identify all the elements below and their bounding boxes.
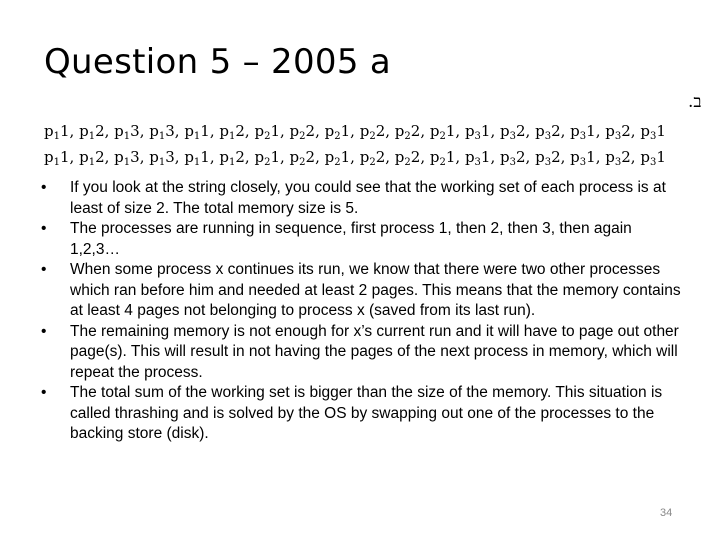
- page-reference: $p_21$: [254, 148, 280, 168]
- slide-title: Question 5 – 2005 a: [44, 42, 391, 82]
- bullet-text: If you look at the string closely, you could see that the working set of each process is at least of size 2. The total memory size is 5.: [70, 179, 666, 217]
- reference-strings: [44, 121, 666, 173]
- page-reference: $p_22$: [359, 122, 386, 142]
- page-reference: $p_32$: [500, 122, 526, 142]
- bullet-item: [36, 178, 686, 219]
- bullet-list: [36, 178, 686, 445]
- page-reference: $p_22$: [289, 148, 316, 168]
- page-reference: $p_11$: [44, 122, 70, 142]
- reference-string-line-2: $p_11$, $p_12$, $p_13$, $p_13$, $p_11$, $p_12$, $p_21$, $p_22$, $p_21$, $p_22$, $p_22$, $p_21$, $p_31$, $p_32$, $p_32$, $p_31$, $p_32$, $p_31$: [44, 148, 666, 168]
- bullet-text: The total sum of the working set is bigger than the size of the memory. This situation is called thrashing and is solved by the OS by swapping out one of the processes to the backing store (disk).: [70, 384, 663, 442]
- bullet-icon: •: [41, 322, 47, 340]
- page-reference: $p_31$: [570, 148, 596, 168]
- bullet-icon: •: [41, 179, 47, 196]
- bullet-text: The processes are running in sequence, first process 1, then 2, then 3, then again 1,2,3…: [70, 220, 632, 258]
- page-reference: $p_21$: [429, 122, 456, 142]
- hebrew-item-marker: ב.: [688, 92, 702, 112]
- page-reference: $p_32$: [605, 122, 631, 142]
- page-reference: $p_21$: [429, 148, 456, 168]
- page-reference: $p_32$: [535, 122, 561, 142]
- page-reference: $p_31$: [640, 122, 666, 142]
- bullet-icon: •: [41, 220, 47, 237]
- page-reference: $p_11$: [184, 148, 210, 168]
- page-reference: $p_11$: [44, 148, 70, 168]
- page-number: 34: [660, 507, 673, 519]
- bullet-item: [36, 383, 686, 445]
- page-reference: $p_32$: [500, 148, 526, 168]
- page-reference: $p_22$: [359, 148, 386, 168]
- page-reference: $p_11$: [184, 122, 210, 142]
- bullet-icon: •: [41, 261, 47, 278]
- page-reference: $p_31$: [464, 122, 491, 142]
- page-reference: $p_22$: [394, 122, 421, 142]
- bullet-item: [36, 322, 686, 384]
- page-reference: $p_22$: [289, 122, 316, 142]
- page-reference: $p_22$: [394, 148, 421, 168]
- page-reference: $p_13$: [149, 148, 175, 168]
- page-reference: $p_21$: [254, 122, 280, 142]
- page-reference: $p_12$: [219, 148, 245, 168]
- page-reference: $p_32$: [605, 148, 631, 168]
- bullet-icon: •: [41, 384, 47, 401]
- page-reference: $p_21$: [324, 122, 351, 142]
- page-reference: $p_31$: [570, 122, 596, 142]
- page-reference: $p_31$: [464, 148, 491, 168]
- bullet-text: The remaining memory is not enough for x’s current run and it will have to page out other page(s). This will result in not having the pages of the next process in memory, which will repeat the process.: [70, 322, 679, 381]
- bullet-text: When some process x continues its run, we know that there were two other processes which ran before him and needed at least 2 pages. This means that the memory contains at least 4 pages not belonging to process x (saved from its last run).: [70, 261, 681, 319]
- page-reference: $p_12$: [79, 122, 105, 142]
- reference-string-line-1: $p_11$, $p_12$, $p_13$, $p_13$, $p_11$, $p_12$, $p_21$, $p_22$, $p_21$, $p_22$, $p_22$, $p_21$, $p_31$, $p_32$, $p_32$, $p_31$, $p_32$, $p_31$: [44, 122, 666, 142]
- page-reference: $p_12$: [219, 122, 245, 142]
- page-reference: $p_13$: [114, 122, 140, 142]
- page-reference: $p_12$: [79, 148, 105, 168]
- page-reference: $p_32$: [535, 148, 561, 168]
- page-reference: $p_13$: [149, 122, 175, 142]
- bullet-item: [36, 260, 686, 322]
- page-reference: $p_31$: [640, 148, 666, 168]
- page-reference: $p_21$: [324, 148, 351, 168]
- page-reference: $p_13$: [114, 148, 140, 168]
- bullet-item: [36, 219, 686, 260]
